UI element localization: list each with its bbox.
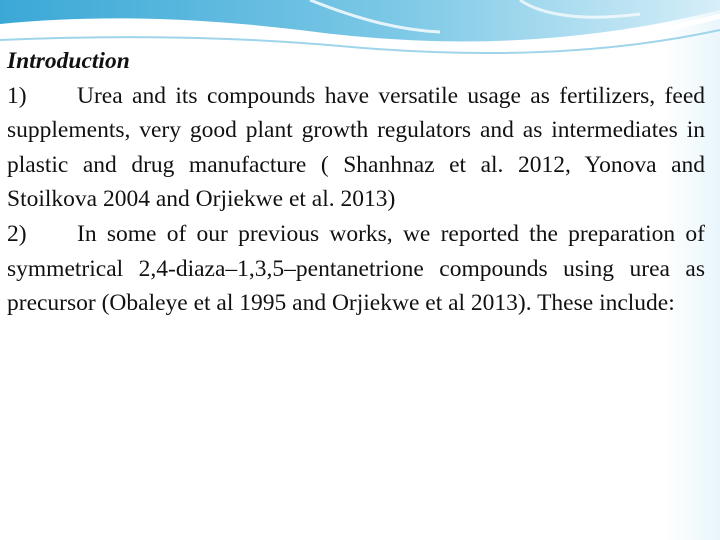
list-item — [7, 79, 705, 217]
slide-heading: Introduction — [7, 48, 130, 74]
slide-content — [7, 44, 705, 321]
list-item — [7, 217, 705, 321]
item-text: In some of our previous works, we reported the preparation of symmetrical 2,4-diaza–1,3,5–pentanetrione compounds using urea as precursor (Obaleye et al 1995 and Orjiekwe et al 2013). These include: — [7, 220, 705, 317]
item-text: Urea and its compounds have versatile usage as fertilizers, feed supplements, very good plant growth regulators and as intermediates in plastic and drug manufacture ( Shanhnaz et al. 2012, Yonova and Stoilkova 2004 and Orjiekwe et al. 2013) — [7, 82, 705, 213]
item-number: 1) — [7, 82, 27, 109]
item-number: 2) — [7, 220, 27, 247]
